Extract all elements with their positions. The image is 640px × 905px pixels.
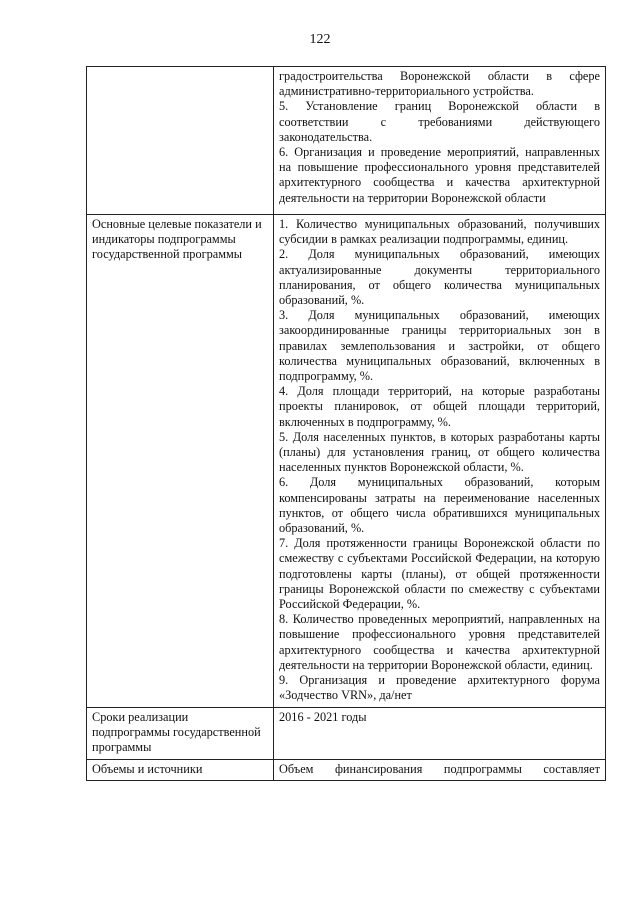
paragraph: 8. Количество проведенных мероприятий, направленных на повышение профессионального уровня представителей архитектурного сообщества и качества архитектурной деятельности на территории Воронежской области, единиц. [279, 612, 600, 672]
passport-table [86, 66, 606, 781]
paragraph: 3. Доля муниципальных образований, имеющих закоординированные границы территориальных зон в правилах землепользования и застройки, от общего количества муниципальных образований, включенных в подпрограмму, %. [279, 308, 600, 384]
paragraph: 4. Доля площади территорий, на которые разработаны проекты планировок, от общей площади территорий, включенных в подпрограмму, %. [279, 384, 600, 429]
paragraph: 2. Доля муниципальных образований, имеющих актуализированные документы территориального планирования, от общего количества муниципальных образований, %. [279, 247, 600, 308]
table-row [87, 707, 606, 759]
paragraph: 7. Доля протяженности границы Воронежской области по смежеству с субъектами Российской Федерации, на которую подготовлены карты (планы), от общей протяженности границы Воронежской области по смежеству с субъектами Российской Федерации, %. [279, 536, 600, 612]
paragraph: 6. Организация и проведение мероприятий, направленных на повышение профессионального уровня представителей архитектурного сообщества и качества архитектурной деятельности на территории Воронежской области [279, 145, 600, 205]
row-content-cell [274, 707, 606, 759]
paragraph: 6. Доля муниципальных образований, которым компенсированы затраты на переименование населенных пунктов, от общего числа обратившихся муниципальных образований, %. [279, 475, 600, 536]
paragraph: 1. Количество муниципальных образований, получивших субсидии в рамках реализации подпрограммы, единиц. [279, 217, 600, 247]
paragraph: Объем финансирования подпрограммы составляет [279, 761, 600, 776]
row-label-cell [87, 67, 274, 215]
row-label: Сроки реализации подпрограммы государственной программы [92, 709, 261, 754]
table-row [87, 67, 606, 215]
row-label: Объемы и источники [92, 761, 203, 776]
row-label-cell [87, 707, 274, 759]
paragraph: 5. Доля населенных пунктов, в которых разработаны карты (планы) для установления границ, от общего количества населенных пунктов Воронежской области, %. [279, 429, 600, 475]
row-label: Основные целевые показатели и индикаторы подпрограммы государственной программы [92, 217, 262, 262]
table-row [87, 759, 606, 780]
paragraph: 2016 - 2021 годы [279, 709, 367, 724]
row-label-cell [87, 759, 274, 780]
page-number: 122 [309, 32, 331, 47]
paragraph: градостроительства Воронежской области в сфере административно-территориального устройства. [279, 69, 600, 99]
row-content-cell [274, 215, 606, 708]
row-label-cell [87, 215, 274, 708]
paragraph: 9. Организация и проведение архитектурного форума «Зодчество VRN», да/нет [279, 673, 600, 703]
row-content-cell [274, 67, 606, 215]
paragraph: 5. Установление границ Воронежской области в соответствии с требованиями действующего законодательства. [279, 99, 600, 144]
row-content-cell [274, 759, 606, 780]
table-row [87, 215, 606, 708]
